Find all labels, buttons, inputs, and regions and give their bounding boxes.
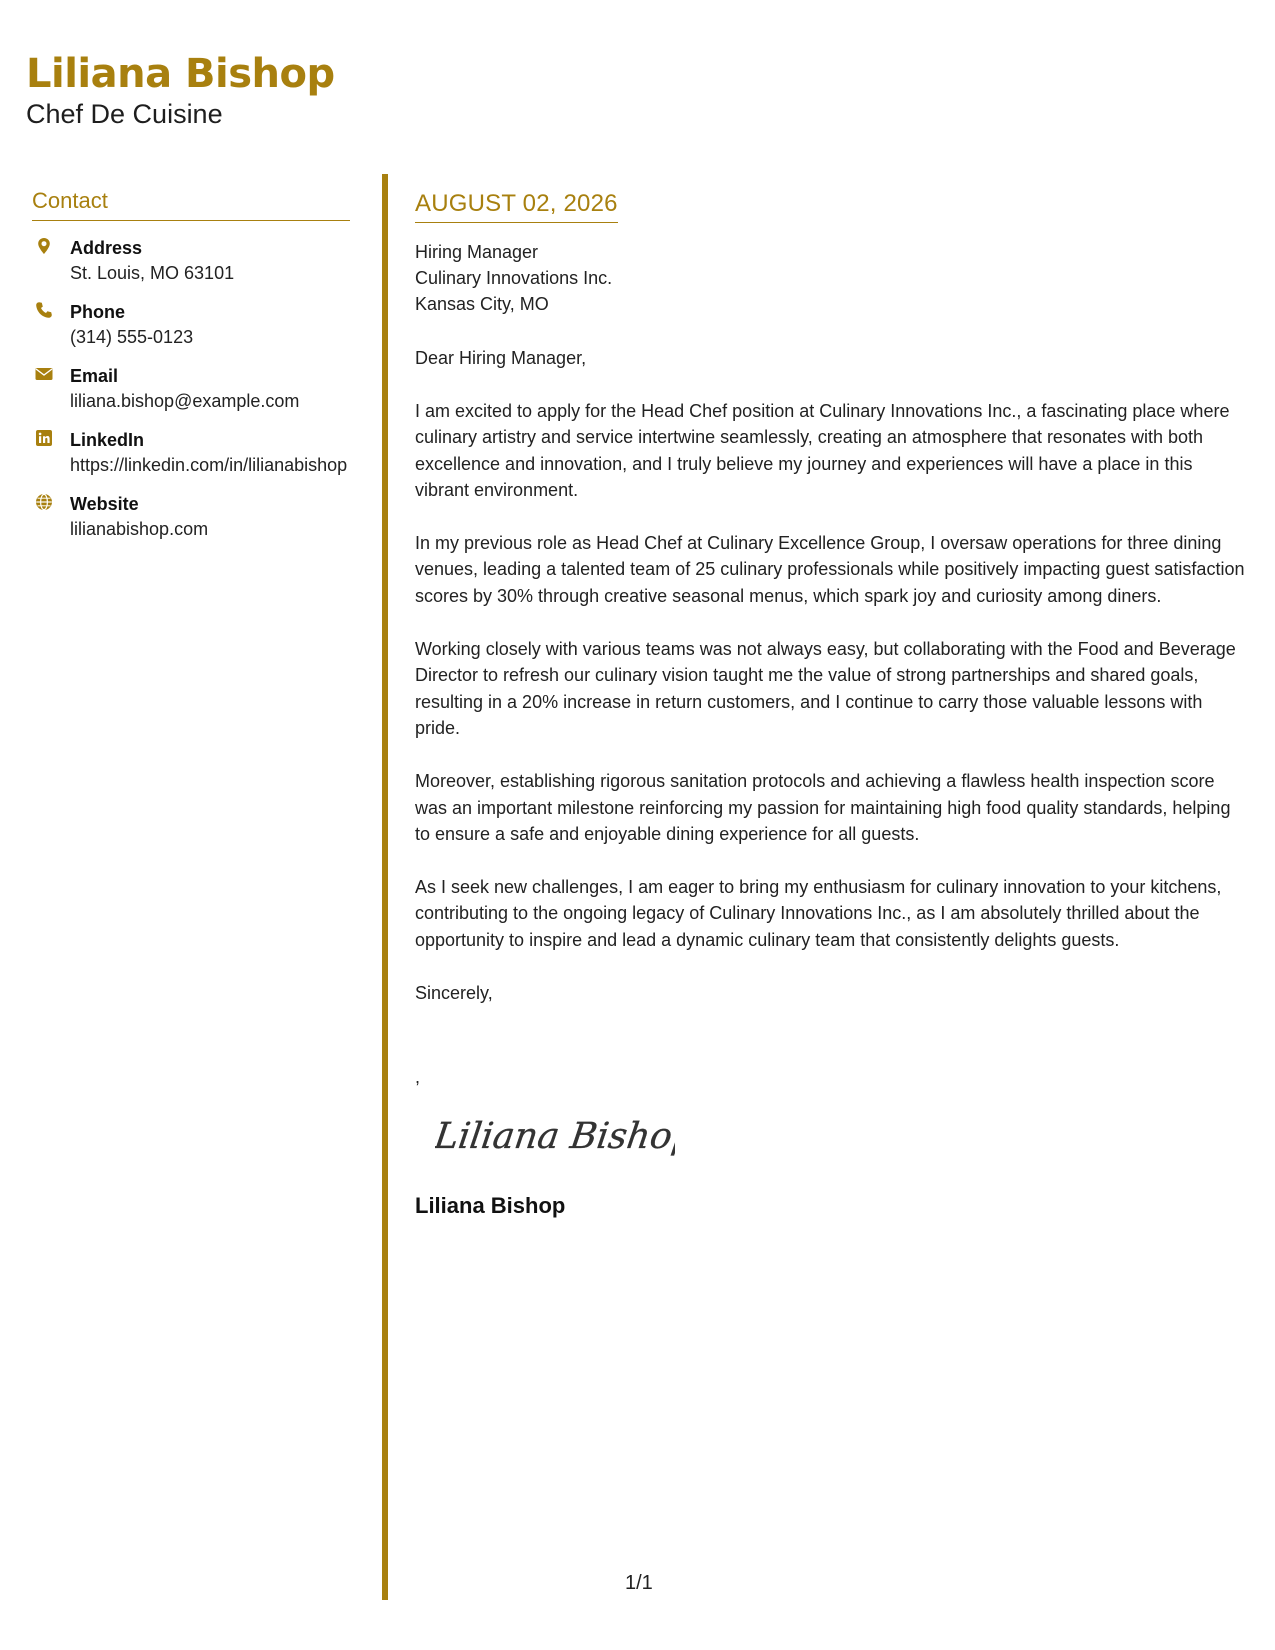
contact-item-linkedin	[32, 427, 350, 478]
phone-icon	[32, 299, 70, 350]
body-paragraph: Moreover, establishing rigorous sanitation protocols and achieving a flawless health inspection score was an important milestone reinforcing my passion for maintaining high food quality standards, helping to ensure a safe and enjoyable dining experience for all guests.	[415, 771, 1231, 844]
contact-label: LinkedIn	[70, 430, 145, 450]
contact-item-email	[32, 363, 350, 414]
body-paragraph: In my previous role as Head Chef at Culinary Excellence Group, I oversaw operations for three dining venues, leading a talented team of 25 culinary professionals while positively impacting guest satisfaction scores by 30% through creative seasonal menus, which spark joy and curiosity among diners.	[415, 533, 1245, 606]
contact-label: Website	[70, 494, 139, 514]
closing-comma: ,	[415, 1067, 421, 1088]
envelope-icon	[32, 363, 70, 414]
recipient-line: Kansas City, MO	[415, 294, 549, 314]
cover-letter-body	[415, 190, 1250, 1219]
resume-header	[26, 48, 335, 130]
contact-label: Address	[70, 238, 143, 258]
contact-value: liliana.bishop@example.com	[70, 391, 300, 411]
recipient-line: Culinary Innovations Inc.	[415, 268, 613, 288]
vertical-divider	[382, 174, 388, 1600]
contact-sidebar	[32, 188, 350, 555]
body-paragraph: Working closely with various teams was not always easy, but collaborating with the Food and Beverage Director to refresh our culinary vision taught me the value of strong partnerships and shared goals, resulting in a 20% increase in return customers, and I continue to carry those valuable lessons with pride.	[415, 639, 1236, 738]
recipient-line: Hiring Manager	[415, 242, 539, 262]
contact-list	[32, 235, 350, 542]
job-title: Chef De Cuisine	[26, 99, 223, 129]
applicant-name: Liliana Bishop	[26, 51, 335, 97]
contact-section-title: Contact	[32, 188, 350, 221]
contact-value[interactable]: lilianabishop.com	[70, 519, 209, 539]
signature-text: Liliana Bishop	[435, 1114, 675, 1158]
letter-date: AUGUST 02, 2026	[415, 190, 618, 223]
contact-item-website	[32, 491, 350, 542]
contact-value: (314) 555-0123	[70, 327, 194, 347]
globe-icon	[32, 491, 70, 542]
greeting: Dear Hiring Manager,	[415, 348, 587, 368]
body-paragraph: As I seek new challenges, I am eager to bring my enthusiasm for culinary innovation to your kitchens, contributing to the ongoing legacy of Culinary Innovations Inc., as I am absolutely thrilled about the opportunity to inspire and lead a dynamic culinary team that consistently delights guests.	[415, 877, 1222, 950]
contact-value[interactable]: https://linkedin.com/in/lilianabishop	[70, 455, 348, 475]
linkedin-icon	[32, 427, 70, 478]
body-paragraph: I am excited to apply for the Head Chef position at Culinary Innovations Inc., a fascinating place where culinary artistry and service intertwine seamlessly, creating an atmosphere that resonates with both excellence and innovation, and I truly believe my journey and experiences will have a place in this vibrant environment.	[415, 401, 1230, 500]
contact-item-phone	[32, 299, 350, 350]
recipient-block	[415, 239, 1250, 317]
contact-label: Phone	[70, 302, 126, 322]
contact-label: Email	[70, 366, 119, 386]
contact-value: St. Louis, MO 63101	[70, 263, 235, 283]
signer-name: Liliana Bishop	[415, 1193, 566, 1219]
handwritten-signature	[435, 1106, 675, 1166]
page-number: 1/1	[625, 1572, 653, 1594]
closing: Sincerely,	[415, 983, 493, 1004]
map-pin-icon	[32, 235, 70, 286]
contact-item-address	[32, 235, 350, 286]
